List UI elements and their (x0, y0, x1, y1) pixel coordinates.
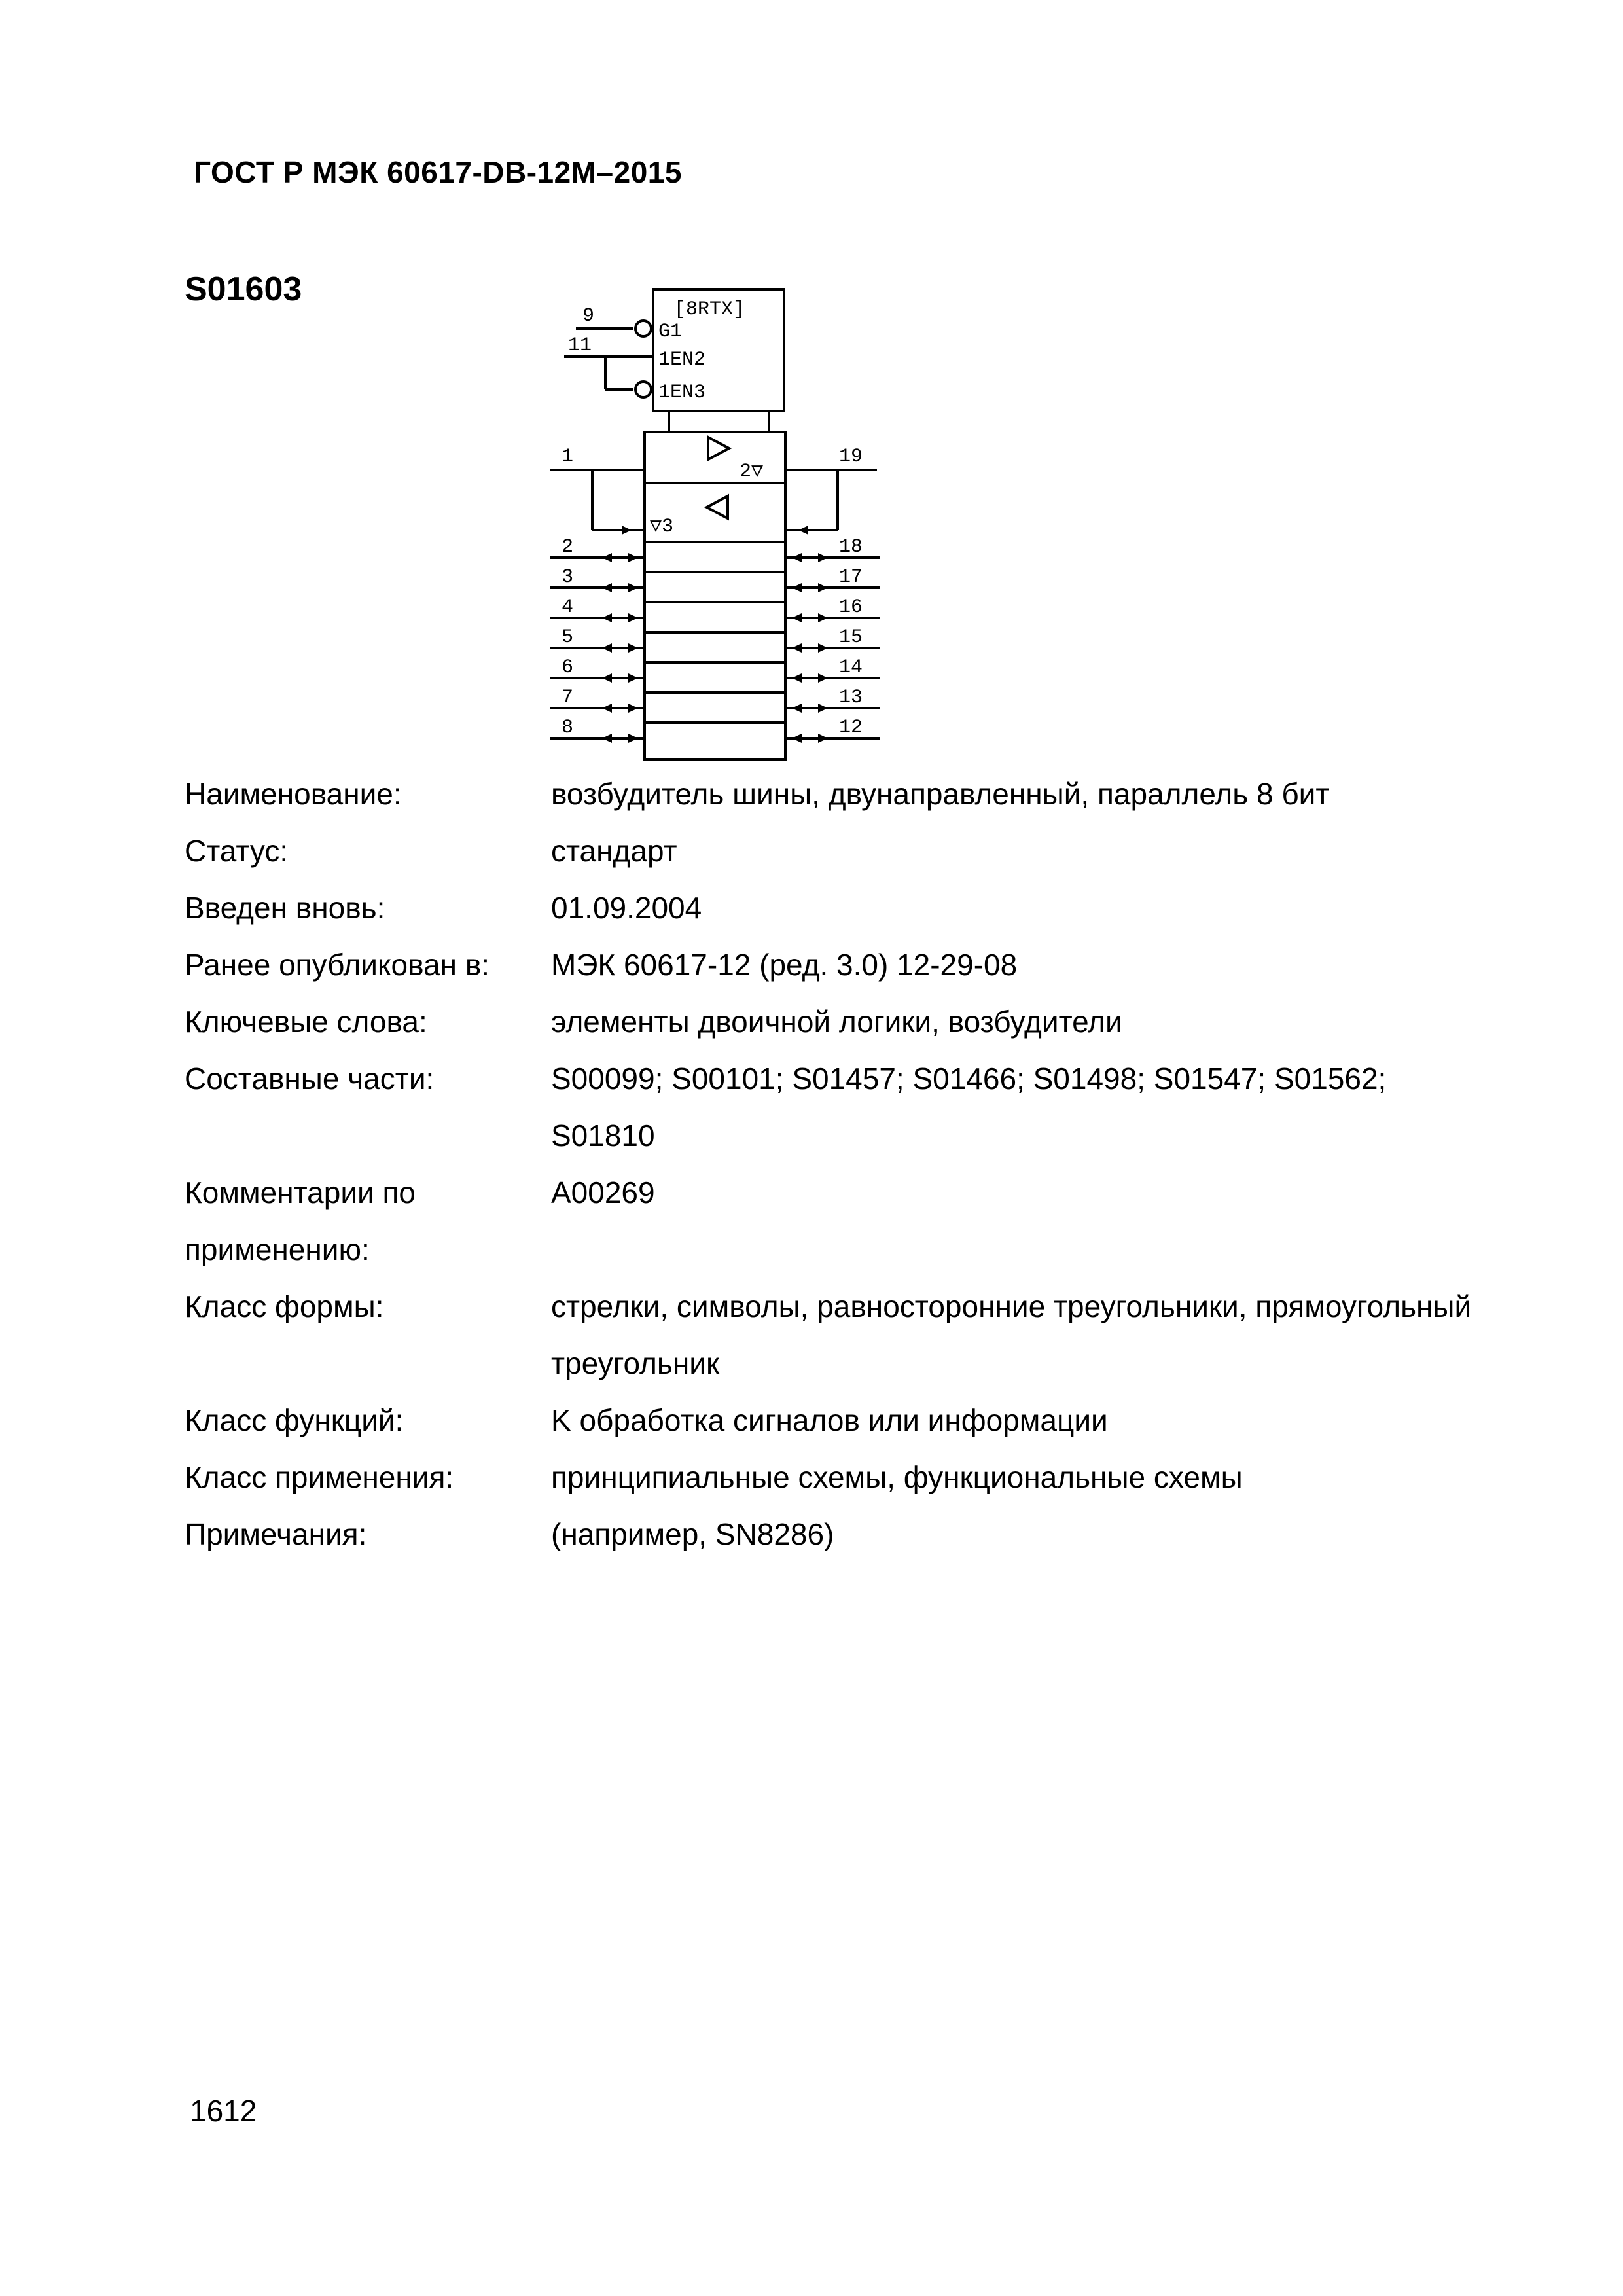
properties-table (185, 766, 1493, 1563)
property-value: (например, SN8286) (551, 1517, 834, 1551)
control-label-g1: G1 (658, 321, 683, 343)
right-pin-label-15: 15 (839, 626, 863, 649)
property-label: Комментарии по применению: (185, 1175, 416, 1266)
right-pin-label-16: 16 (839, 596, 863, 619)
property-row-shape-class (185, 1278, 1493, 1392)
document-header: ГОСТ Р МЭК 60617-DB-12M–2015 (194, 155, 682, 189)
property-row-keywords (185, 994, 1493, 1050)
left-pin-label-5: 5 (562, 626, 574, 649)
property-label: Класс формы: (185, 1289, 384, 1323)
property-row-published (185, 937, 1493, 994)
property-value: стрелки, символы, равносторонние треугольники, прямоугольный треугольник (551, 1289, 1472, 1380)
property-label: Ключевые слова: (185, 1005, 427, 1039)
property-value: элементы двоичной логики, возбудители (551, 1005, 1122, 1039)
property-value: K обработка сигналов или информации (551, 1403, 1108, 1437)
control-label-1en2: 1EN2 (658, 349, 706, 371)
left-pin-label-7: 7 (562, 687, 574, 709)
property-row-function-class (185, 1392, 1493, 1449)
symbol-id: S01603 (185, 270, 302, 308)
property-label: Ранее опубликован в: (185, 948, 490, 982)
symbol-drawing (0, 0, 1623, 772)
property-row-application-notes (185, 1164, 1493, 1278)
property-label: Класс функций: (185, 1403, 404, 1437)
property-row-notes (185, 1506, 1493, 1563)
bus-driver-symbol (0, 0, 1623, 772)
left-pin-label-3: 3 (562, 566, 574, 588)
right-pin-label-13: 13 (839, 687, 863, 709)
property-value: A00269 (551, 1175, 655, 1210)
property-value: возбудитель шины, двунаправленный, параллель 8 бит (551, 777, 1330, 811)
property-row-name (185, 766, 1493, 823)
property-label: Статус: (185, 834, 289, 868)
property-label: Составные части: (185, 1062, 435, 1096)
left-pin-label-6: 6 (562, 656, 574, 679)
property-row-application-class (185, 1449, 1493, 1506)
left-pin-label-8: 8 (562, 717, 574, 739)
control-label-1en3: 1EN3 (658, 382, 706, 404)
main-block (645, 432, 785, 759)
property-label: Примечания: (185, 1517, 367, 1551)
right-pin-label-19: 19 (839, 446, 863, 468)
right-pin-label-17: 17 (839, 566, 863, 588)
qualifier-label: [8RTX] (674, 298, 745, 321)
right-pin-label-12: 12 (839, 717, 863, 739)
property-value: стандарт (551, 834, 677, 868)
direction-label-3: ▽3 (650, 516, 674, 538)
property-label: Наименование: (185, 777, 402, 811)
buffer-left-triangle (707, 496, 728, 518)
left-pin-label-2: 2 (562, 536, 574, 558)
property-row-status (185, 823, 1493, 880)
page-number: 1612 (190, 2094, 257, 2128)
right-pin-label-14: 14 (839, 656, 863, 679)
buffer-right-triangle (708, 437, 729, 459)
inversion-circle-g1 (635, 321, 651, 336)
pin-label-11: 11 (568, 334, 592, 357)
property-value: МЭК 60617-12 (ред. 3.0) 12-29-08 (551, 948, 1018, 982)
property-row-introduced (185, 880, 1493, 937)
left-pin-label-4: 4 (562, 596, 574, 619)
pin-label-9: 9 (582, 305, 595, 327)
inversion-circle-en3 (635, 382, 651, 397)
property-value: принципиальные схемы, функциональные схемы (551, 1460, 1243, 1494)
property-value: S00099; S00101; S01457; S01466; S01498; S01547; S01562; S01810 (551, 1062, 1387, 1153)
left-pin-label-1: 1 (562, 446, 574, 468)
property-label: Класс применения: (185, 1460, 454, 1494)
right-pin-label-18: 18 (839, 536, 863, 558)
property-label: Введен вновь: (185, 891, 385, 925)
property-row-components (185, 1050, 1493, 1164)
direction-label-2: 2▽ (740, 461, 764, 483)
property-value: 01.09.2004 (551, 891, 702, 925)
